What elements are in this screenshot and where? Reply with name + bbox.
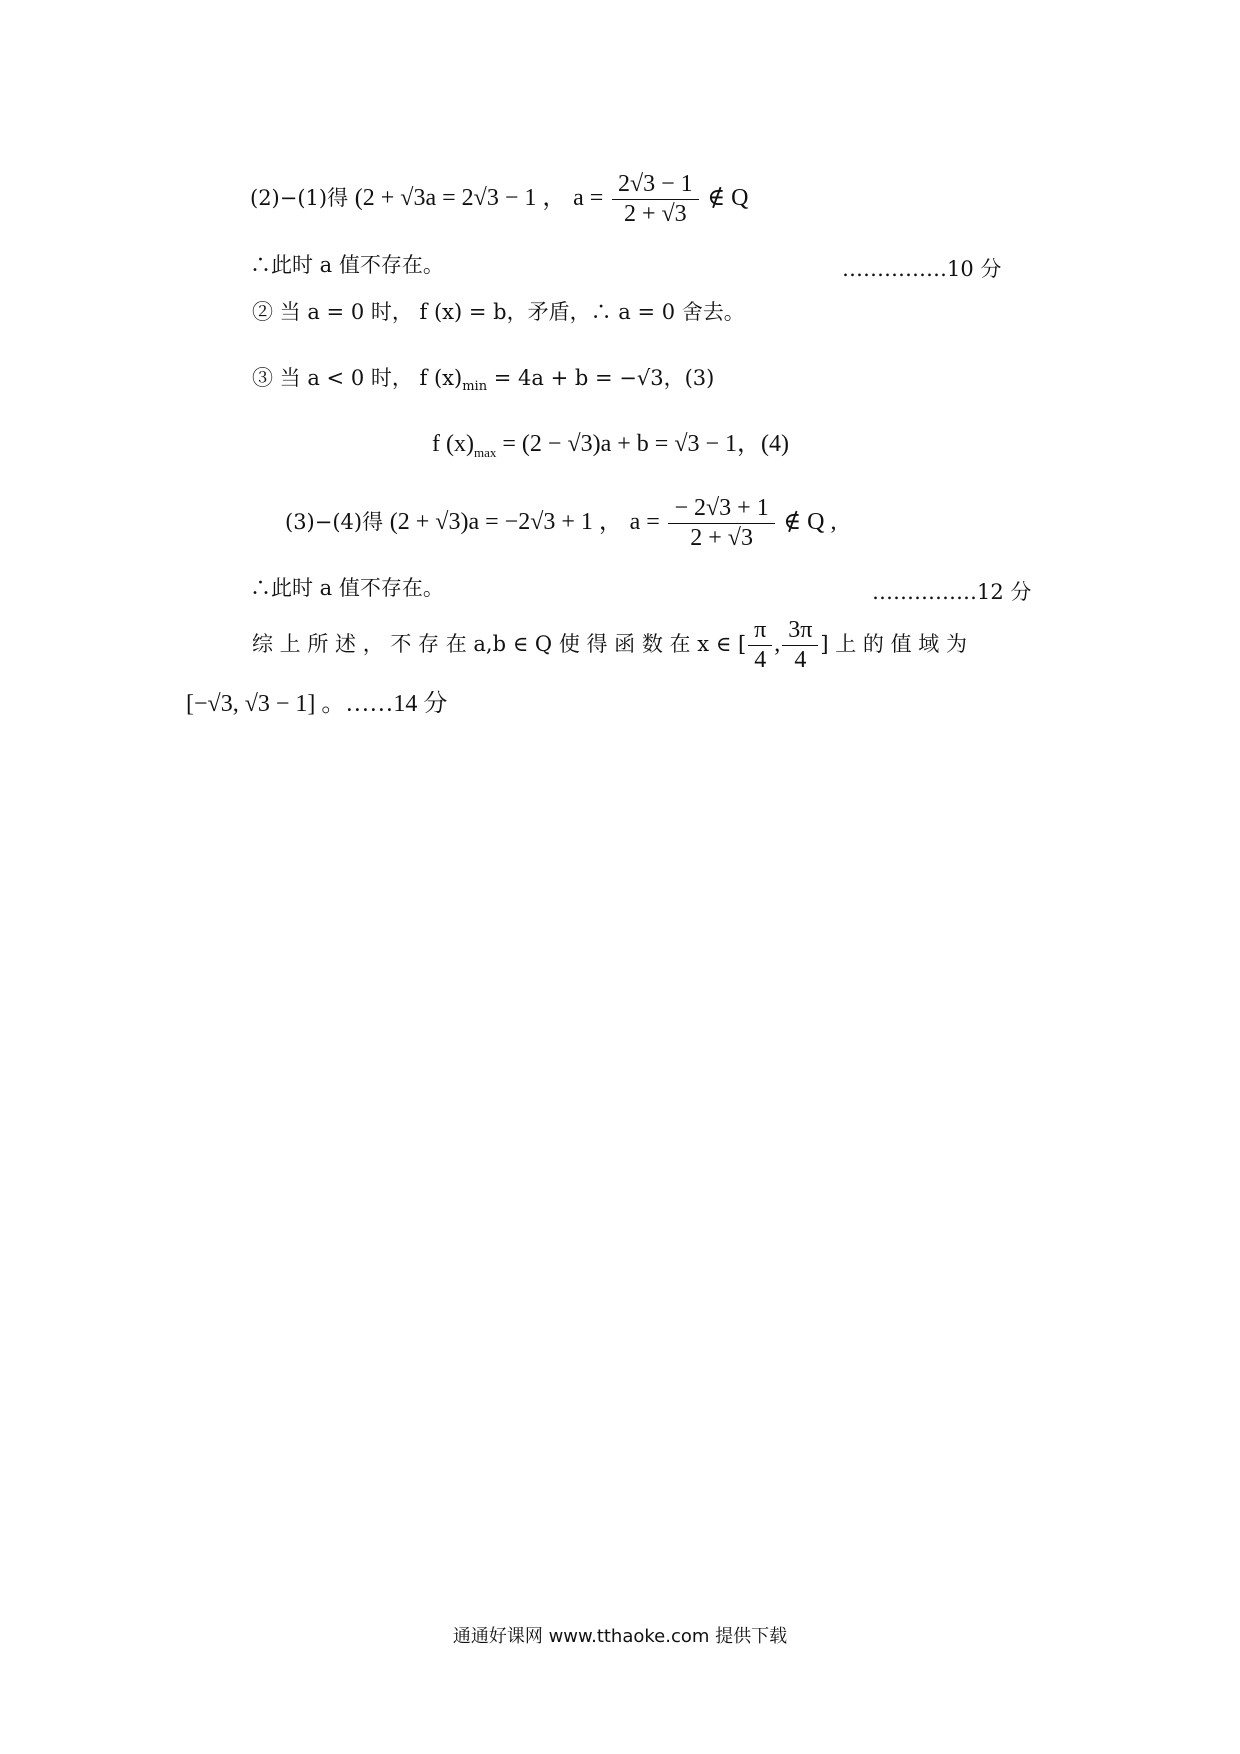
- case-3-text: ③ 当 a < 0 时， f (x): [252, 366, 463, 390]
- fraction-numerator: π: [748, 618, 772, 646]
- fraction-denominator: 2 + √3: [623, 201, 687, 228]
- case-3-rest: = 4a + b = −√3，(3): [487, 366, 715, 390]
- score-10: ……………10 分: [842, 257, 1002, 281]
- conclusion-text: ∴此时 a 值不存在。: [250, 576, 444, 600]
- step-label: (3)−(4)得: [285, 510, 384, 535]
- case-2-line: [252, 300, 745, 325]
- summary-line: [252, 618, 967, 673]
- max-f: f (x): [432, 431, 474, 457]
- summary-text: 综 上 所 述 ， 不 存 在 a,b ∈ Q 使 得 函 数 在 x ∈ [: [252, 632, 747, 657]
- summary-tail: ] 上 的 值 域 为: [820, 632, 967, 657]
- conclusion-line-1: [250, 253, 444, 278]
- conclusion-text: ∴此时 a 值不存在。: [250, 253, 444, 277]
- fraction-numerator: 3π: [782, 618, 818, 646]
- min-subscript: min: [462, 379, 488, 395]
- equation: (2 + √3a = 2√3 − 1 ，: [354, 185, 567, 212]
- fraction-numerator: − 2√3 + 1: [668, 496, 774, 524]
- pi-over-4: [748, 618, 772, 673]
- page-footer: 通通好课网 www.tthaoke.com 提供下载: [452, 1626, 788, 1647]
- range-line: [186, 690, 447, 719]
- fraction-denominator: 4: [754, 647, 767, 674]
- step-label: (2)−(1)得: [250, 186, 349, 211]
- equation: (2 + √3)a = −2√3 + 1 ，: [389, 509, 623, 536]
- case-3-line: [252, 366, 714, 395]
- case-2-text: ② 当 a = 0 时， f (x) = b，矛盾，∴ a = 0 舍去。: [252, 300, 745, 324]
- equation-line-2: [285, 496, 837, 551]
- equation-line-1: [250, 172, 748, 227]
- a-equals: a =: [629, 509, 660, 536]
- score-12: ……………12 分: [872, 580, 1032, 604]
- fraction-denominator: 4: [794, 647, 807, 674]
- fraction-denominator: 2 + √3: [690, 525, 753, 552]
- max-equation-line: [432, 430, 789, 460]
- range-text: [−√3, √3 − 1] 。……14 分: [186, 691, 448, 717]
- max-rest: = (2 − √3)a + b = √3 − 1，(4): [496, 431, 790, 457]
- comma: ,: [774, 631, 781, 658]
- not-in-q: ∉ Q: [707, 185, 749, 212]
- conclusion-line-2: [250, 576, 444, 601]
- three-pi-over-4: [782, 618, 818, 673]
- a-equals: a =: [573, 185, 604, 212]
- not-in-q: ∉ Q ,: [783, 509, 837, 536]
- fraction-numerator: 2√3 − 1: [612, 172, 699, 200]
- fraction: [612, 172, 699, 227]
- max-subscript: max: [473, 444, 497, 460]
- fraction: [668, 496, 774, 551]
